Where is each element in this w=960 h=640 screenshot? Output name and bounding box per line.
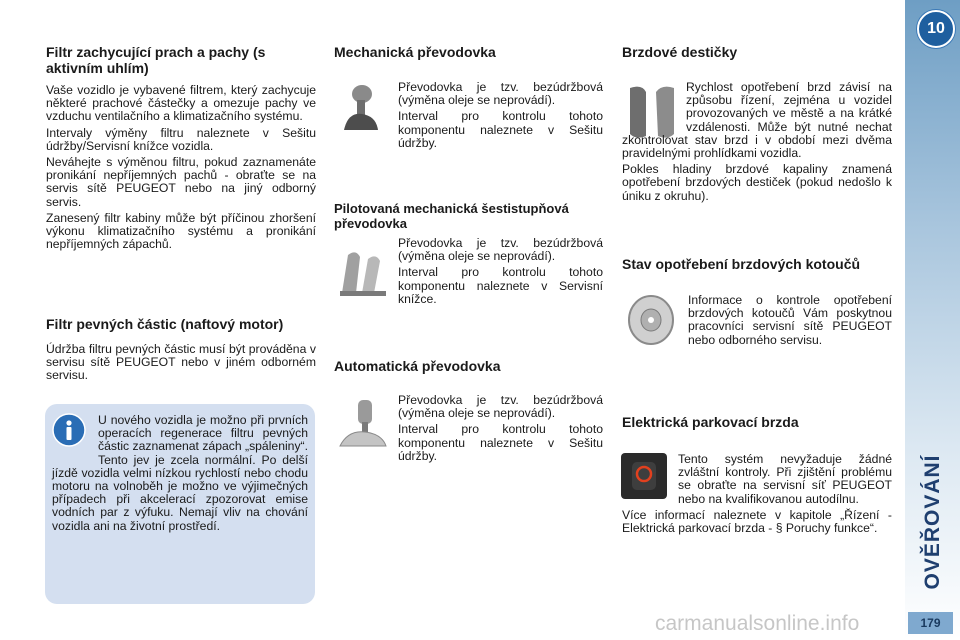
section-title-parking-brake: Elektrická parkovací brzda <box>622 414 799 430</box>
piloted-gearbox-text <box>398 237 603 309</box>
particle-filter-text <box>46 343 316 386</box>
brake-discs-text <box>688 294 892 350</box>
section-title-brake-discs: Stav opotřebení brzdových kotoučů <box>622 256 861 272</box>
paragraph: Převodovka je tzv. bezúdržbová (výměna oleje se neprovádí). <box>398 236 603 264</box>
brake-disc-icon <box>626 294 676 346</box>
section-title-piloted-gearbox: Pilotovaná mechanická šestistupňová převodovka <box>334 201 569 231</box>
paragraph: Převodovka je tzv. bezúdržbová (výměna oleje se neprovádí). <box>398 80 603 108</box>
paragraph: Vaše vozidlo je vybavené filtrem, který zachycuje některé prachové částečky a omezuje pachy ve vzduchu ventilačního a klimatizačního systému. <box>46 83 316 124</box>
paragraph: Tento systém nevyžaduje žádné zvláštní kontroly. Při zjištění problému se obraťte na servisní síť PEUGEOT nebo na kvalifikovanou autodílnu. <box>678 452 892 506</box>
page-number: 179 <box>908 612 953 634</box>
paragraph: Více informací naleznete v kapitole „Řízení - Elektrická parkovací brzda - § Poruchy funkce“. <box>622 507 892 536</box>
paragraph: Zanesený filtr kabiny může být příčinou zhoršení výkonu klimatizačního systému a pronikání nepříjemných zápachů. <box>46 210 316 252</box>
cabin-filter-text <box>46 84 316 254</box>
piloted-gearbox-icon <box>338 245 388 297</box>
paragraph: Převodovka je tzv. bezúdržbová (výměna oleje se neprovádí). <box>398 393 603 421</box>
paragraph: Neváhejte s výměnou filtru, pokud zaznamenáte pronikání nepříjemných pachů - obraťte se na servis sítě PEUGEOT nebo na jiný odborný servis. <box>46 155 316 209</box>
paragraph: Interval pro kontrolu tohoto komponentu naleznete v Servisní knížce. <box>398 265 603 306</box>
paragraph: Informace o kontrole opotřebení brzdových kotoučů Vám poskytnou pracovníci servisní sítě PEUGEOT nebo odborného servisu. <box>688 293 892 347</box>
section-title-automatic-gearbox: Automatická převodovka <box>334 358 501 374</box>
paragraph: Údržba filtru pevných částic musí být prováděna v servisu sítě PEUGEOT nebo v jiném odborném servisu. <box>46 342 316 383</box>
watermark: carmanualsonline.info <box>655 612 860 635</box>
section-title-brake-pads: Brzdové destičky <box>622 44 738 60</box>
manual-gearbox-text <box>398 81 603 153</box>
paragraph: Interval pro kontrolu tohoto komponentu naleznete v Sešitu údržby. <box>398 422 603 463</box>
parking-brake-text <box>622 453 892 538</box>
chapter-badge: 10 <box>917 10 955 48</box>
paragraph: Rychlost opotřebení brzd závisí na způsobu řízení, zejména u vozidel provozovaných ve městě a na krátké vzdálenosti. Může být nutné nechat zkontrolovat stav brzd i v období mezi dvěma pravidelnými prohlídkami vozidla. <box>622 80 892 161</box>
paragraph: U nového vozidla je možno při prvních operacích regenerace filtru pevných částic zaznamenat zápach „spáleniny“. Tento jev je zcela normální. Po delší jízdě vozidla velmi nízkou rychlostí nebo chodu motoru na volnoběh je možno ve výjimečných případech při akcelerací zpozorovat emise vodních par z výfuku. Nemají vliv na chování vozidla ani na životní prostředí. <box>52 413 309 533</box>
chapter-title: OVĚŘOVÁNÍ <box>921 454 944 590</box>
gear-lever-icon <box>338 82 382 134</box>
section-title-cabin-filter: Filtr zachycující prach a pachy (s aktivním uhlím) <box>46 44 266 76</box>
section-title-particle-filter: Filtr pevných částic (naftový motor) <box>46 316 284 332</box>
section-title-manual-gearbox: Mechanická převodovka <box>334 44 496 60</box>
paragraph: Pokles hladiny brzdové kapaliny znamená opotřebení brzdových destiček (pokud nedošlo k úniku z okruhu). <box>622 162 892 203</box>
automatic-lever-icon <box>338 396 388 450</box>
paragraph: Intervaly výměny filtru naleznete v Sešitu údržby/Servisní knížce vozidla. <box>46 125 316 153</box>
brake-pads-text <box>622 81 892 206</box>
automatic-gearbox-text <box>398 394 603 466</box>
paragraph: Interval pro kontrolu tohoto komponentu naleznete v Sešitu údržby. <box>398 109 603 150</box>
info-text <box>52 414 308 536</box>
